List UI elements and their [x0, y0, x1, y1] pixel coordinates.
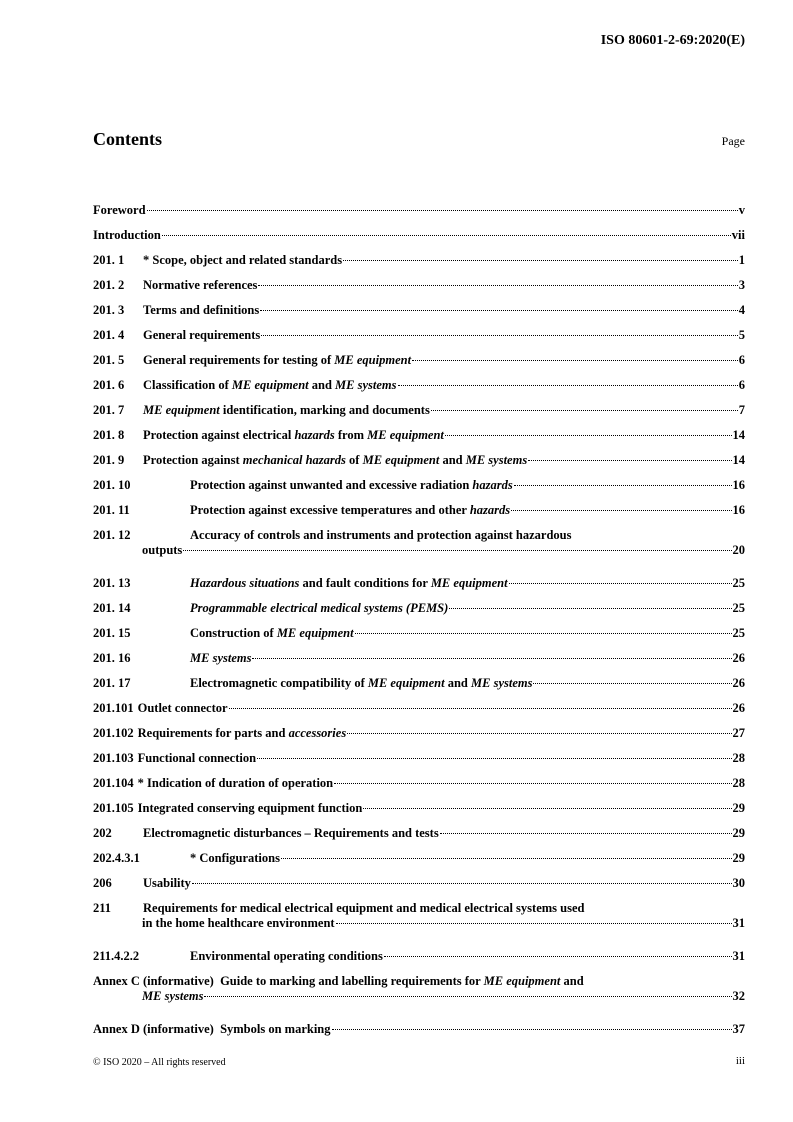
dot-leader — [281, 858, 732, 859]
page-title: Contents — [93, 129, 163, 149]
title-text: Electromagnetic disturbances – Requirements and tests — [143, 826, 439, 840]
page-ref[interactable]: 3 — [738, 278, 745, 292]
section-number: 201. 6 — [93, 378, 125, 392]
section-number: 201. 5 — [93, 353, 125, 367]
italic-term: ME equipment — [143, 403, 220, 417]
section-number: 201.104 — [93, 776, 134, 790]
section-title — [138, 776, 334, 791]
title-text: Normative references — [143, 278, 258, 292]
title-text: of — [345, 453, 363, 467]
section-number: 201. 3 — [93, 303, 125, 317]
dot-leader — [183, 550, 731, 551]
page-ref[interactable]: 16 — [732, 478, 745, 492]
toc-entry[interactable] — [93, 751, 745, 766]
italic-term: ME systems — [465, 453, 528, 467]
italic-term: hazards — [469, 503, 511, 517]
dot-leader — [229, 708, 732, 709]
section-title — [93, 974, 584, 989]
section-title — [190, 478, 513, 493]
page-ref[interactable]: 25 — [732, 576, 745, 590]
toc-entry[interactable] — [93, 576, 745, 591]
page-number: iii — [735, 1055, 745, 1067]
italic-term: ME systems — [335, 378, 397, 392]
section-number: 202.4.3.1 — [93, 851, 140, 865]
italic-term: ME equipment — [367, 676, 445, 690]
toc-entry[interactable] — [93, 403, 745, 418]
toc-entry[interactable] — [93, 1022, 745, 1037]
page-ref[interactable]: vii — [731, 228, 745, 242]
dot-leader — [412, 360, 738, 361]
section-title — [142, 543, 182, 558]
document-header: ISO 80601-2-69:2020(E) — [600, 33, 745, 48]
title-text: Protection against — [143, 453, 243, 467]
title-text: Protection against electrical — [143, 428, 295, 442]
section-number: 201.102 — [93, 726, 134, 740]
title-text: and — [444, 676, 472, 690]
title-text: Requirements for parts and — [137, 726, 289, 740]
italic-term: mechanical hazards — [242, 453, 346, 467]
toc-entry[interactable] — [93, 801, 745, 816]
italic-term: Hazardous situations — [190, 576, 300, 590]
dot-leader — [336, 923, 732, 924]
page-ref[interactable]: 29 — [732, 851, 745, 865]
title-text: Protection against unwanted and excessive radiation — [190, 478, 473, 492]
page-ref[interactable]: 26 — [732, 651, 745, 665]
title-text: identification, marking and documents — [219, 403, 430, 417]
title-text: Functional connection — [137, 751, 257, 765]
dot-leader — [343, 260, 738, 261]
section-title — [190, 676, 532, 691]
italic-term: hazards — [472, 478, 513, 492]
dot-leader — [204, 996, 731, 997]
title-text: * Indication of duration of operation — [137, 776, 334, 790]
section-number: 201.105 — [93, 801, 134, 815]
section-number: 201. 4 — [93, 328, 125, 342]
page-ref[interactable]: 6 — [738, 353, 745, 367]
dot-leader — [192, 883, 732, 884]
title-text: Foreword — [93, 203, 146, 217]
dot-leader — [449, 608, 731, 609]
page-ref[interactable]: 32 — [732, 989, 745, 1003]
page-ref[interactable]: v — [738, 203, 745, 217]
section-number: 201. 2 — [93, 278, 125, 292]
title-text: and fault conditions for — [299, 576, 431, 590]
section-title — [142, 916, 335, 931]
page-ref[interactable]: 20 — [732, 543, 745, 557]
title-text: Electromagnetic compatibility of — [190, 676, 368, 690]
toc-entry[interactable] — [93, 676, 745, 691]
title-text: Protection against excessive temperatures and other — [190, 503, 470, 517]
italic-term: hazards — [294, 428, 335, 442]
toc-entry[interactable] — [93, 901, 745, 931]
italic-term: ME equipment — [231, 378, 309, 392]
page-ref[interactable]: 14 — [732, 453, 745, 467]
italic-term: ME systems — [142, 989, 204, 1003]
page-ref[interactable]: 27 — [732, 726, 745, 740]
dot-leader — [332, 1029, 732, 1030]
toc-entry[interactable] — [93, 353, 745, 368]
section-title — [143, 428, 444, 443]
dot-leader — [363, 808, 731, 809]
dot-leader — [147, 210, 738, 211]
italic-term: ME systems — [471, 676, 533, 690]
title-text: Requirements for medical electrical equipment and medical electrical systems used — [143, 901, 585, 915]
page-ref[interactable]: 30 — [732, 876, 745, 890]
title-text: Outlet connector — [137, 701, 228, 715]
dot-leader — [355, 633, 732, 634]
section-title — [93, 1022, 331, 1037]
italic-term: ME equipment — [430, 576, 508, 590]
title-text: and — [308, 378, 336, 392]
page-ref[interactable]: 26 — [732, 676, 745, 690]
section-title — [143, 876, 191, 891]
title-text: from — [334, 428, 368, 442]
title-text: Annex C (informative) Guide to marking and labelling requirements for — [93, 974, 484, 988]
section-number: 201. 12 — [93, 528, 131, 542]
section-number: 201. 9 — [93, 453, 125, 467]
dot-leader — [347, 733, 731, 734]
section-title — [143, 253, 342, 268]
toc-entry[interactable] — [93, 328, 745, 343]
section-number: 201. 16 — [93, 651, 131, 665]
page-ref[interactable]: 26 — [732, 701, 745, 715]
dot-leader — [258, 285, 737, 286]
title-text: Terms and definitions — [143, 303, 260, 317]
dot-leader — [398, 385, 738, 386]
toc-entry[interactable] — [93, 626, 745, 641]
italic-term: ME equipment — [276, 626, 354, 640]
section-title — [142, 989, 203, 1004]
toc-entry[interactable] — [93, 278, 745, 293]
page-ref[interactable]: 16 — [732, 503, 745, 517]
section-title — [190, 576, 508, 591]
section-title — [190, 949, 383, 964]
title-text: Environmental operating conditions — [190, 949, 383, 963]
title-text: Usability — [143, 876, 191, 890]
toc-entry[interactable] — [93, 453, 745, 468]
toc-entry[interactable] — [93, 303, 745, 318]
title-text: * Scope, object and related standards — [143, 253, 343, 267]
section-title — [143, 278, 257, 293]
toc-entry[interactable] — [93, 503, 745, 518]
dot-leader — [509, 583, 732, 584]
section-title — [138, 801, 363, 816]
title-text: Integrated conserving equipment function — [137, 801, 363, 815]
title-text: and — [560, 974, 584, 988]
title-text: General requirements — [143, 328, 261, 342]
dot-leader — [511, 510, 731, 511]
section-title — [93, 203, 146, 218]
toc-entry[interactable] — [93, 851, 745, 866]
section-number: 201. 8 — [93, 428, 125, 442]
section-number: 201. 15 — [93, 626, 131, 640]
toc-entry[interactable] — [93, 428, 745, 443]
section-number: 202 — [93, 826, 112, 840]
section-number: 206 — [93, 876, 112, 890]
title-text: in the home healthcare environment — [142, 916, 335, 930]
toc-entry[interactable] — [93, 478, 745, 493]
title-text: * Configurations — [190, 851, 280, 865]
toc-entry[interactable] — [93, 528, 745, 558]
page-column-label: Page — [721, 134, 745, 148]
italic-term: accessories — [288, 726, 347, 740]
section-number: 201. 13 — [93, 576, 131, 590]
dot-leader — [261, 335, 738, 336]
page-ref[interactable]: 28 — [732, 751, 745, 765]
dot-leader — [334, 783, 731, 784]
toc-entry[interactable] — [93, 378, 745, 393]
section-title — [143, 453, 527, 468]
section-number: 211 — [93, 901, 112, 915]
toc-entry[interactable] — [93, 776, 745, 791]
dot-leader — [162, 235, 731, 236]
section-title — [190, 626, 354, 641]
toc-entry[interactable] — [93, 228, 745, 243]
copyright-footer: © ISO 2020 – All rights reserved — [93, 1057, 226, 1068]
toc-entry[interactable] — [93, 826, 745, 841]
toc-entry[interactable] — [93, 601, 745, 616]
page-ref[interactable]: 4 — [738, 303, 745, 317]
title-text: Classification of — [143, 378, 232, 392]
section-title — [143, 403, 430, 418]
toc-entry[interactable] — [93, 701, 745, 716]
section-title — [138, 726, 347, 741]
page-ref[interactable]: 25 — [732, 601, 745, 615]
section-title — [190, 651, 251, 666]
toc-entry[interactable] — [93, 651, 745, 666]
section-title — [143, 378, 397, 393]
dot-leader — [533, 683, 731, 684]
page-ref[interactable]: 31 — [732, 916, 745, 930]
dot-leader — [252, 658, 731, 659]
toc-entry[interactable] — [93, 949, 745, 964]
page-ref[interactable]: 7 — [738, 403, 745, 417]
section-number: 201. 1 — [93, 253, 125, 267]
page-ref[interactable]: 31 — [732, 949, 745, 963]
italic-term: ME equipment — [362, 453, 440, 467]
section-number: 201. 17 — [93, 676, 131, 690]
page-ref[interactable]: 28 — [732, 776, 745, 790]
section-title — [143, 353, 411, 368]
section-title — [93, 228, 161, 243]
toc-entry[interactable] — [93, 253, 745, 268]
page-ref[interactable]: 5 — [738, 328, 745, 342]
section-number: 201.103 — [93, 751, 134, 765]
italic-term: ME equipment — [367, 428, 444, 442]
dot-leader — [431, 410, 738, 411]
italic-term: ME equipment — [334, 353, 412, 367]
page-ref[interactable]: 37 — [732, 1022, 745, 1036]
section-title — [190, 528, 572, 543]
dot-leader — [514, 485, 732, 486]
section-title — [143, 826, 439, 841]
section-title — [143, 901, 584, 916]
toc-entry[interactable] — [93, 726, 745, 741]
page-ref[interactable]: 14 — [732, 428, 745, 442]
title-text: Accuracy of controls and instruments and protection against hazardous — [190, 528, 572, 542]
dot-leader — [257, 758, 731, 759]
title-text: Introduction — [93, 228, 161, 242]
title-text: outputs — [142, 543, 183, 557]
title-text: Annex D (informative) Symbols on marking — [93, 1022, 331, 1036]
section-title — [143, 328, 260, 343]
page-ref[interactable]: 25 — [732, 626, 745, 640]
italic-term: Programmable electrical medical systems (PEMS) — [190, 601, 449, 615]
toc-entry[interactable] — [93, 203, 745, 218]
section-number: 201. 10 — [93, 478, 131, 492]
section-title — [138, 701, 228, 716]
dot-leader — [528, 460, 731, 461]
section-title — [143, 303, 259, 318]
section-title — [138, 751, 256, 766]
dot-leader — [440, 833, 732, 834]
dot-leader — [445, 435, 732, 436]
dot-leader — [384, 956, 732, 957]
title-text: and — [439, 453, 466, 467]
page-ref[interactable]: 29 — [732, 801, 745, 815]
title-text: Construction of — [190, 626, 277, 640]
section-number: 211.4.2.2 — [93, 949, 140, 963]
italic-term: ME equipment — [483, 974, 561, 988]
page-ref[interactable]: 1 — [738, 253, 745, 267]
section-title — [190, 851, 280, 866]
section-number: 201.101 — [93, 701, 134, 715]
title-text: General requirements for testing of — [143, 353, 335, 367]
section-number: 201. 11 — [93, 503, 130, 517]
page-ref[interactable]: 6 — [738, 378, 745, 392]
section-number: 201. 7 — [93, 403, 125, 417]
section-number: 201. 14 — [93, 601, 131, 615]
dot-leader — [260, 310, 738, 311]
page-ref[interactable]: 29 — [732, 826, 745, 840]
section-title — [190, 601, 448, 616]
section-title — [190, 503, 510, 518]
toc-entry[interactable] — [93, 974, 745, 1004]
toc-entry[interactable] — [93, 876, 745, 891]
italic-term: ME systems — [190, 651, 252, 665]
